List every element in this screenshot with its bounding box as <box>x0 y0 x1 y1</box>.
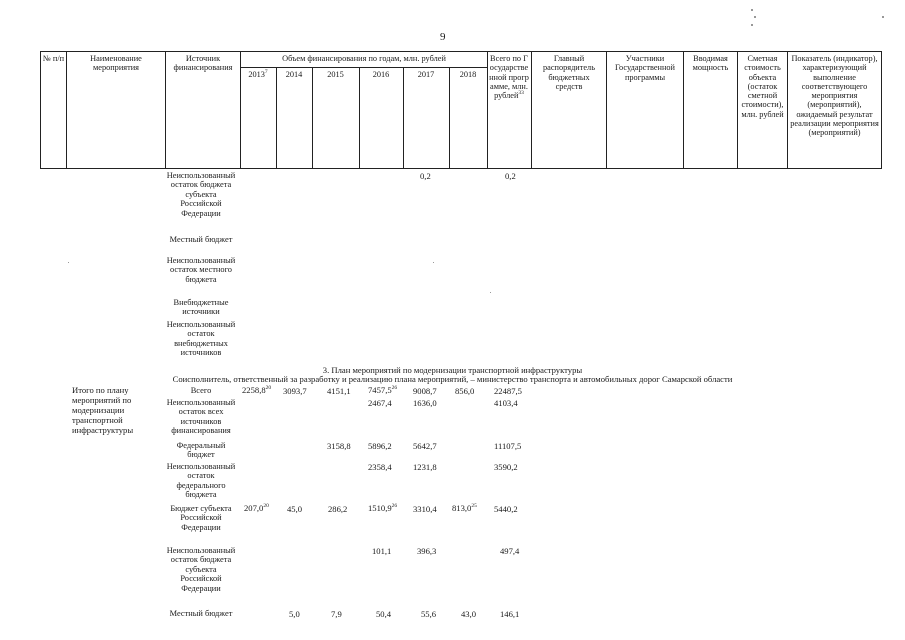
header-funding: Объем финансирования по годам, млн. рублей <box>282 54 446 63</box>
source-cell: Местный бюджет <box>169 609 233 618</box>
value-cell: 5,0 <box>289 609 300 619</box>
header-capacity: Вводимая мощность <box>692 54 729 73</box>
value-cell: 396,3 <box>417 546 437 556</box>
value-cell: 101,1 <box>372 546 392 556</box>
table-header <box>40 51 882 169</box>
header-year-2016: 2016 <box>372 70 390 79</box>
value-cell: 7457,5$^{26}$ <box>368 385 398 395</box>
scan-speck <box>68 262 69 263</box>
value-cell: 1510,9$^{26}$ <box>368 503 398 513</box>
source-cell: Неиспользованный остаток бюджета субъекта Российской Федерации <box>166 546 236 593</box>
source-cell: Неиспользованный остаток федерального бюджета <box>166 462 236 500</box>
header-name: Наименование мероприятия <box>90 54 142 73</box>
value-cell: 0,2 <box>420 171 431 181</box>
value-cell: 22487,5 <box>494 386 522 396</box>
value-cell: 45,0 <box>287 504 303 514</box>
source-cell: Бюджет субъекта Российской Федерации <box>170 504 232 532</box>
value-cell: 2467,4 <box>368 398 392 408</box>
header-manager: Главный распорядитель бюджетных средств <box>543 54 595 91</box>
value-cell: 4151,1 <box>327 386 351 396</box>
section-title: 3. План мероприятий по модернизации транспортной инфраструктуры <box>322 365 583 375</box>
header-indicator: Показатель (индикатор), характеризующий выполнение соответствующего мероприятия (мероприятий), ожидаемый результат реализации мероприятия (мероприятий) <box>790 54 879 138</box>
value-cell: 3158,8 <box>327 441 351 451</box>
header-year-2013: 2013$^7$ <box>248 69 268 79</box>
value-cell: 146,1 <box>500 609 520 619</box>
header-number: № п/п <box>42 54 65 63</box>
scan-speck <box>751 9 753 11</box>
source-cell: Местный бюджет <box>169 235 233 244</box>
source-cell: Всего <box>190 386 212 395</box>
source-cell: Неиспользованный остаток местного бюджета <box>166 256 236 284</box>
page-number: 9 <box>440 31 446 43</box>
value-cell: 50,4 <box>376 609 392 619</box>
row-name-total-plan: Итого по плану мероприятий по модернизации транспортной инфраструктуры <box>72 385 134 435</box>
source-cell: Неиспользованный остаток всех источников финансирования <box>166 398 236 436</box>
value-cell: 286,2 <box>328 504 348 514</box>
value-cell: 5440,2 <box>494 504 518 514</box>
scan-speck <box>882 16 884 18</box>
header-total: Всего по Государственной программе, млн. рублей$^{33}$ <box>489 54 529 101</box>
source-cell: Неиспользованный остаток внебюджетных источников <box>166 320 236 358</box>
value-cell: 43,0 <box>461 609 477 619</box>
value-cell: 856,0 <box>455 386 475 396</box>
value-cell: 7,9 <box>331 609 342 619</box>
header-participants: Участники Государственной программы <box>614 54 675 82</box>
header-year-2014: 2014 <box>285 70 303 79</box>
source-cell: Федеральный бюджет <box>176 441 226 460</box>
value-cell: 5642,7 <box>413 441 437 451</box>
value-cell: 2258,8$^{20}$ <box>242 385 272 395</box>
value-cell: 1636,0 <box>413 398 437 408</box>
scan-speck <box>754 16 756 18</box>
header-source: Источник финансирования <box>173 54 233 73</box>
value-cell: 497,4 <box>500 546 520 556</box>
source-cell: Неиспользованный остаток бюджета субъекта Российской Федерации <box>166 171 236 218</box>
value-cell: 55,6 <box>421 609 437 619</box>
source-cell: Внебюджетные источники <box>173 298 229 317</box>
value-cell: 3093,7 <box>283 386 307 396</box>
value-cell: 11107,5 <box>494 441 522 451</box>
value-cell: 5896,2 <box>368 441 392 451</box>
value-cell: 9008,7 <box>413 386 437 396</box>
header-year-2018: 2018 <box>459 70 477 79</box>
scan-speck <box>751 24 753 26</box>
value-cell: 3590,2 <box>494 462 518 472</box>
scan-speck <box>433 262 434 263</box>
value-cell: 2358,4 <box>368 462 392 472</box>
value-cell: 0,2 <box>505 171 516 181</box>
value-cell: 1231,8 <box>413 462 437 472</box>
value-cell: 4103,4 <box>494 398 518 408</box>
scan-speck <box>490 292 491 293</box>
header-cost: Сметная стоимость объекта (остаток сметной стоимости), млн. рублей <box>741 54 784 119</box>
header-year-2017: 2017 <box>417 70 435 79</box>
header-year-2015: 2015 <box>327 70 344 79</box>
section-subtitle: Соисполнитель, ответственный за разработку и реализацию плана мероприятий, – министерство транспорта и автомобильных дорог Самарской области <box>172 374 733 384</box>
value-cell: 813,0$^{25}$ <box>452 503 477 513</box>
value-cell: 207,0$^{20}$ <box>244 503 269 513</box>
value-cell: 3310,4 <box>413 504 437 514</box>
